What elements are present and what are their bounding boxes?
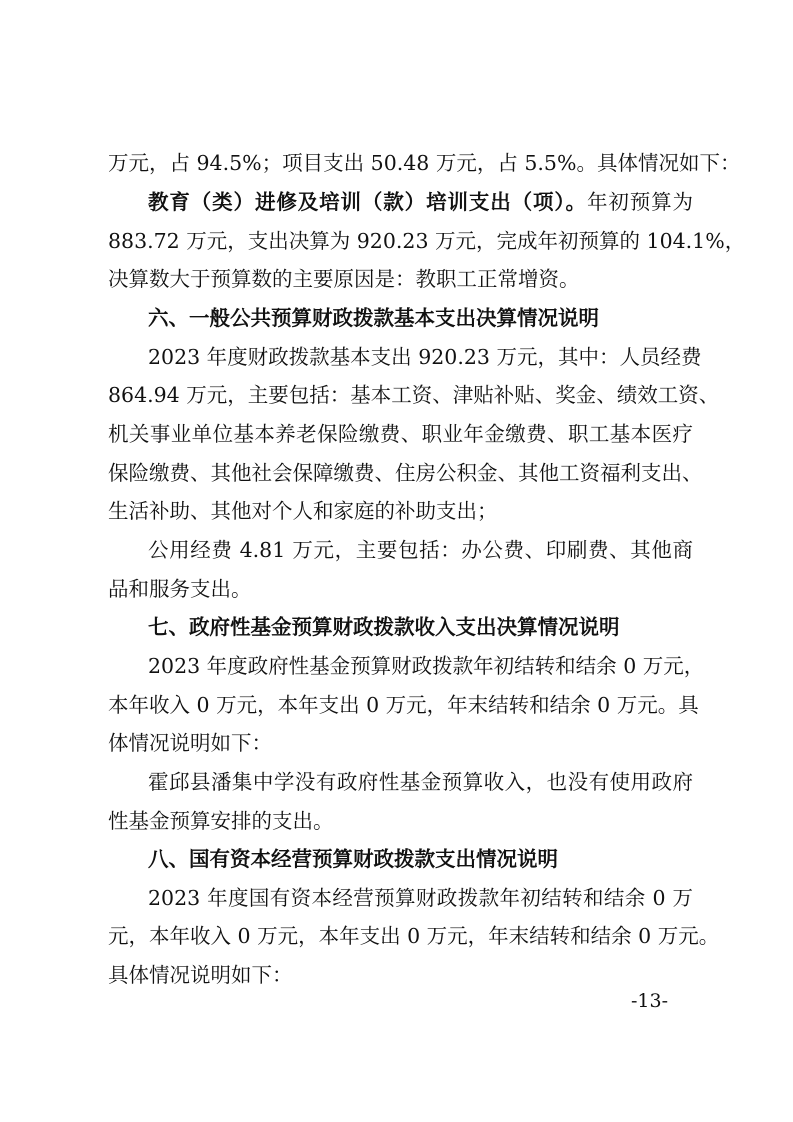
text-line: 具体情况说明如下： (108, 963, 293, 987)
text-line: 决算数大于预算数的主要原因是：教职工正常增资。 (108, 267, 580, 291)
text-line: 生活补助、其他对个人和家庭的补助支出； (108, 499, 498, 523)
text-line: 万元，占 94.5%；项目支出 50.48 万元，占 5.5%。具体情况如下： (108, 151, 741, 175)
text-line: 2023 年度政府性基金预算财政拨款年初结转和结余 0 万元， (148, 654, 705, 678)
text-line (148, 187, 693, 217)
item-title: 教育（类）进修及培训（款）培训支出（项）。 (148, 190, 587, 214)
text-line: 公用经费 4.81 万元，主要包括：办公费、印刷费、其他商 (148, 538, 693, 562)
text-line: 体情况说明如下： (108, 731, 272, 755)
text-line: 性基金预算安排的支出。 (108, 809, 334, 833)
item-text: 年初预算为 (586, 190, 694, 214)
page-number: -13- (631, 990, 669, 1012)
text-line: 本年收入 0 万元，本年支出 0 万元，年末结转和结余 0 万元。具 (108, 693, 699, 717)
section-heading-6: 六、一般公共预算财政拨款基本支出决算情况说明 (148, 306, 599, 330)
text-line: 霍邱县潘集中学没有政府性基金预算收入，也没有使用政府 (148, 770, 693, 794)
text-line: 元，本年收入 0 万元，本年支出 0 万元，年末结转和结余 0 万元。 (108, 924, 720, 948)
text-line: 883.72 万元，支出决算为 920.23 万元，完成年初预算的 104.1%， (108, 229, 746, 253)
text-line: 864.94 万元，主要包括：基本工资、津贴补贴、奖金、绩效工资、 (108, 383, 720, 407)
text-line: 保险缴费、其他社会保障缴费、住房公积金、其他工资福利支出、 (108, 461, 703, 485)
text-line: 机关事业单位基本养老保险缴费、职业年金缴费、职工基本医疗 (108, 422, 693, 446)
text-line: 2023 年度国有资本经营预算财政拨款年初结转和结余 0 万 (148, 886, 693, 910)
section-heading-7: 七、政府性基金预算财政拨款收入支出决算情况说明 (148, 615, 620, 639)
text-line: 品和服务支出。 (108, 577, 252, 601)
text-line: 2023 年度财政拨款基本支出 920.23 万元，其中：人员经费 (148, 345, 702, 369)
section-heading-8: 八、国有资本经营预算财政拨款支出情况说明 (148, 847, 558, 871)
